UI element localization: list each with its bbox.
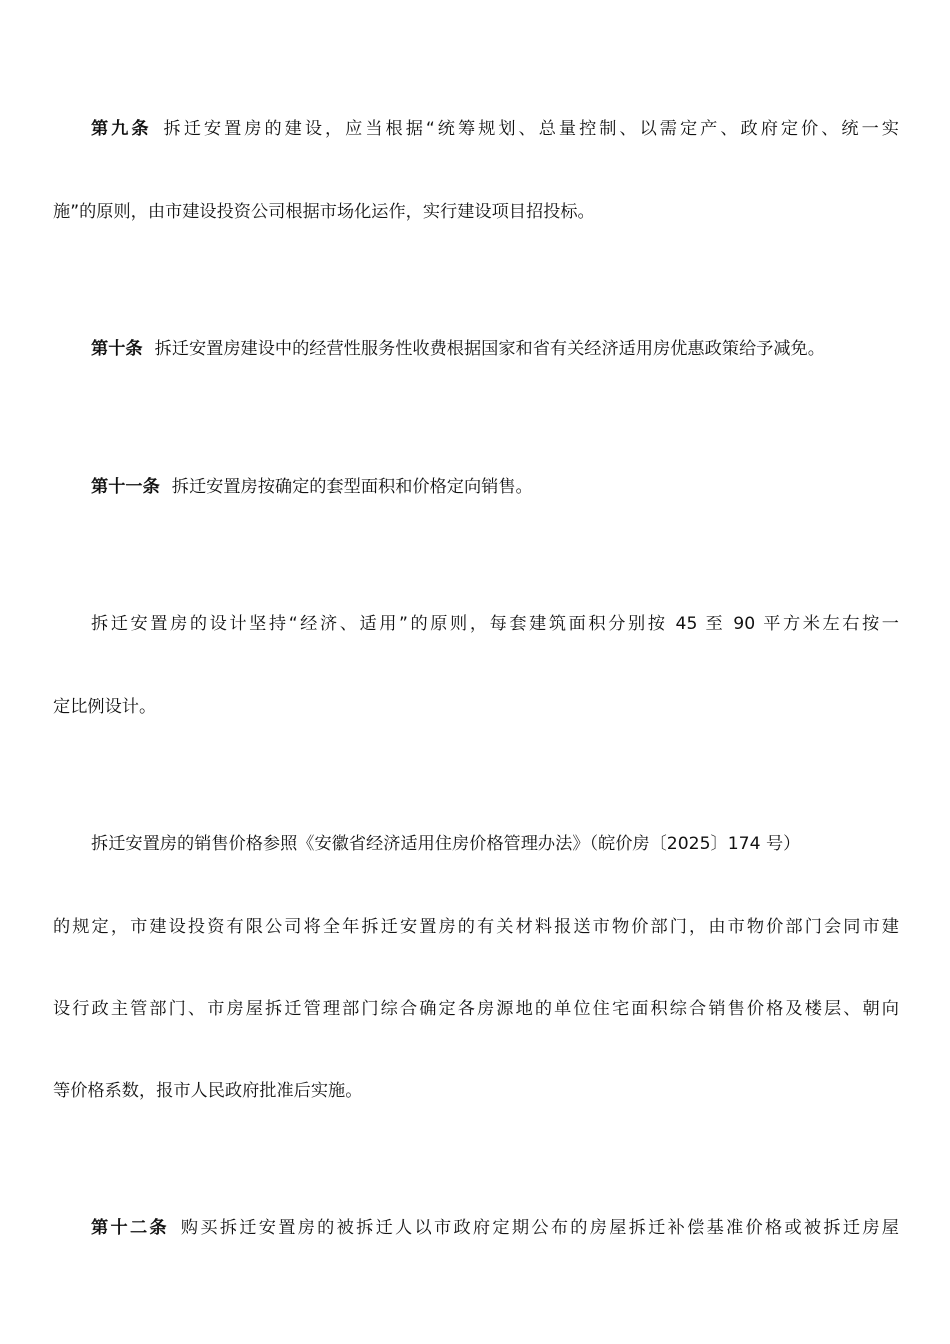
article-11-p3-line-2: 的规定，市建设投资有限公司将全年拆迁安置房的有关材料报送市物价部门，由市物价部门会同市建: [53, 917, 899, 937]
article-9-label: 第九条: [91, 119, 152, 139]
article-11-line-1: [91, 475, 899, 499]
article-11-p3-line-3: 设行政主管部门、市房屋拆迁管理部门综合确定各房源地的单位住宅面积综合销售价格及楼层、朝向: [53, 999, 899, 1019]
article-11-label: 第十一条: [91, 477, 160, 497]
article-12-line-1: [91, 1216, 899, 1240]
article-11-p3-line-1: 拆迁安置房的销售价格参照《安徽省经济适用住房价格管理办法》（皖价房〔2025〕174 号）: [91, 834, 801, 854]
article-9-line-2: 施”的原则，由市建设投资公司根据市场化运作，实行建设项目招投标。: [53, 202, 595, 222]
article-11-text-1: 拆迁安置房按确定的套型面积和价格定向销售。: [171, 477, 533, 497]
article-11-p2-line-1: 拆迁安置房的设计坚持“经济、适用”的原则，每套建筑面积分别按 45 至 90 平方米左右按一: [91, 614, 899, 634]
article-9-line-1: [91, 117, 899, 141]
article-10-text-1: 拆迁安置房建设中的经营性服务性收费根据国家和省有关经济适用房优惠政策给予减免。: [154, 339, 825, 359]
article-12-label: 第十二条: [91, 1218, 169, 1238]
article-10-line-1: [91, 337, 899, 361]
article-10-label: 第十条: [91, 339, 143, 359]
article-9-text-1: 拆迁安置房的建设，应当根据“统筹规划、总量控制、以需定产、政府定价、统一实: [163, 119, 899, 139]
article-11-p2-line-2: 定比例设计。: [53, 697, 157, 717]
article-11-p3-line-4: 等价格系数，报市人民政府批准后实施。: [53, 1081, 363, 1101]
article-12-text-1: 购买拆迁安置房的被拆迁人以市政府定期公布的房屋拆迁补偿基准价格或被拆迁房屋: [180, 1218, 899, 1238]
